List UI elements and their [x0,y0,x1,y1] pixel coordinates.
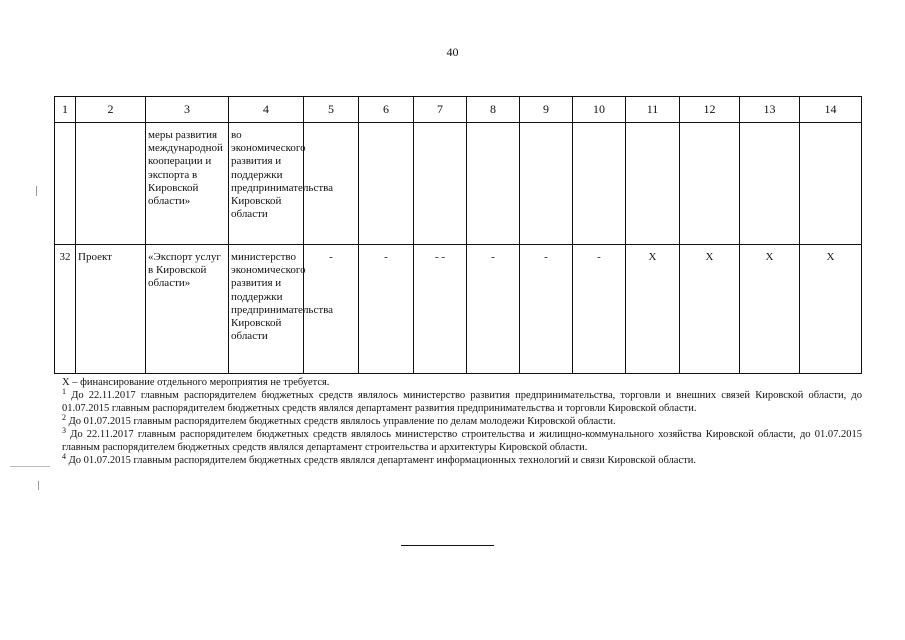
table-cell [680,123,740,245]
header-cell: 7 [414,97,467,123]
header-cell: 8 [467,97,520,123]
table-cell [467,123,520,245]
header-cell: 5 [304,97,359,123]
footnote [62,415,862,428]
scan-artifact [10,466,50,467]
scan-artifact [38,481,39,490]
table-cell [626,123,680,245]
footnote [62,454,862,467]
footnotes [62,376,862,467]
scan-artifact [36,186,37,196]
table-cell [573,123,626,245]
header-cell: 2 [76,97,146,123]
footnote [62,389,862,415]
header-cell: 3 [146,97,229,123]
separator-line [401,545,494,546]
table-cell: X [680,245,740,374]
table-row [55,245,862,374]
footnote-text: X – финансирование отдельного мероприятия не требуется. [62,377,330,388]
header-cell: 4 [229,97,304,123]
header-cell: 12 [680,97,740,123]
footnote-text: До 01.07.2015 главным распорядителем бюджетных средств являлось управление по делам молодежи Кировской области. [68,416,616,427]
table-cell: Проект [76,245,146,374]
table-cell: X [626,245,680,374]
footnote-marker: 1 [62,387,66,396]
table-cell: - [573,245,626,374]
table-cell: X [740,245,800,374]
table-cell [76,123,146,245]
header-cell: 9 [520,97,573,123]
header-cell: 11 [626,97,680,123]
header-cell: 10 [573,97,626,123]
footnote-text: До 22.11.2017 главным распорядителем бюджетных средств являлось министерство строительства и жилищно-коммунального хозяйства Кировской области, до 01.07.2015 главным распорядителем бюджетных средств являлся департамент строительства и архитектуры Кировской области. [62,429,862,453]
table-cell: - [304,245,359,374]
footnote [62,428,862,454]
footnote-marker: 3 [62,426,66,435]
table-cell: - - [414,245,467,374]
table-cell [520,123,573,245]
table-cell: - [520,245,573,374]
table-cell [414,123,467,245]
table-cell: - [467,245,520,374]
table-cell: X [800,245,862,374]
data-table [54,96,862,374]
footnote-marker: 4 [62,452,66,461]
table-cell: министерство экономического развития и поддержки предпринимательства Кировской области [229,245,304,374]
header-cell: 6 [359,97,414,123]
table-cell: 32 [55,245,76,374]
table-row [55,123,862,245]
table-cell [800,123,862,245]
header-cell: 14 [800,97,862,123]
table-cell: меры развития международной кооперации и экспорта в Кировской области» [146,123,229,245]
table-cell: - [359,245,414,374]
table-cell [359,123,414,245]
footnote-text: До 22.11.2017 главным распорядителем бюджетных средств являлось министерство развития предпринимательства, торговли и внешних связей Кировской области, до 01.07.2015 главным распорядителем бюджетных средств являлся департамент развития предпринимательства и торговли Кировской области. [62,390,863,414]
table-cell [740,123,800,245]
table-cell: во экономического развития и поддержки предпринимательства Кировской области [229,123,304,245]
header-cell: 13 [740,97,800,123]
table-cell: «Экспорт услуг в Кировской области» [146,245,229,374]
footnote [62,376,862,389]
footnote-marker: 2 [62,413,66,422]
page-number: 40 [446,45,459,59]
table-cell [55,123,76,245]
table-header-row [55,97,862,123]
header-cell: 1 [55,97,76,123]
footnote-text: До 01.07.2015 главным распорядителем бюджетных средств являлся департамент информационных технологий и связи Кировской области. [68,455,696,466]
